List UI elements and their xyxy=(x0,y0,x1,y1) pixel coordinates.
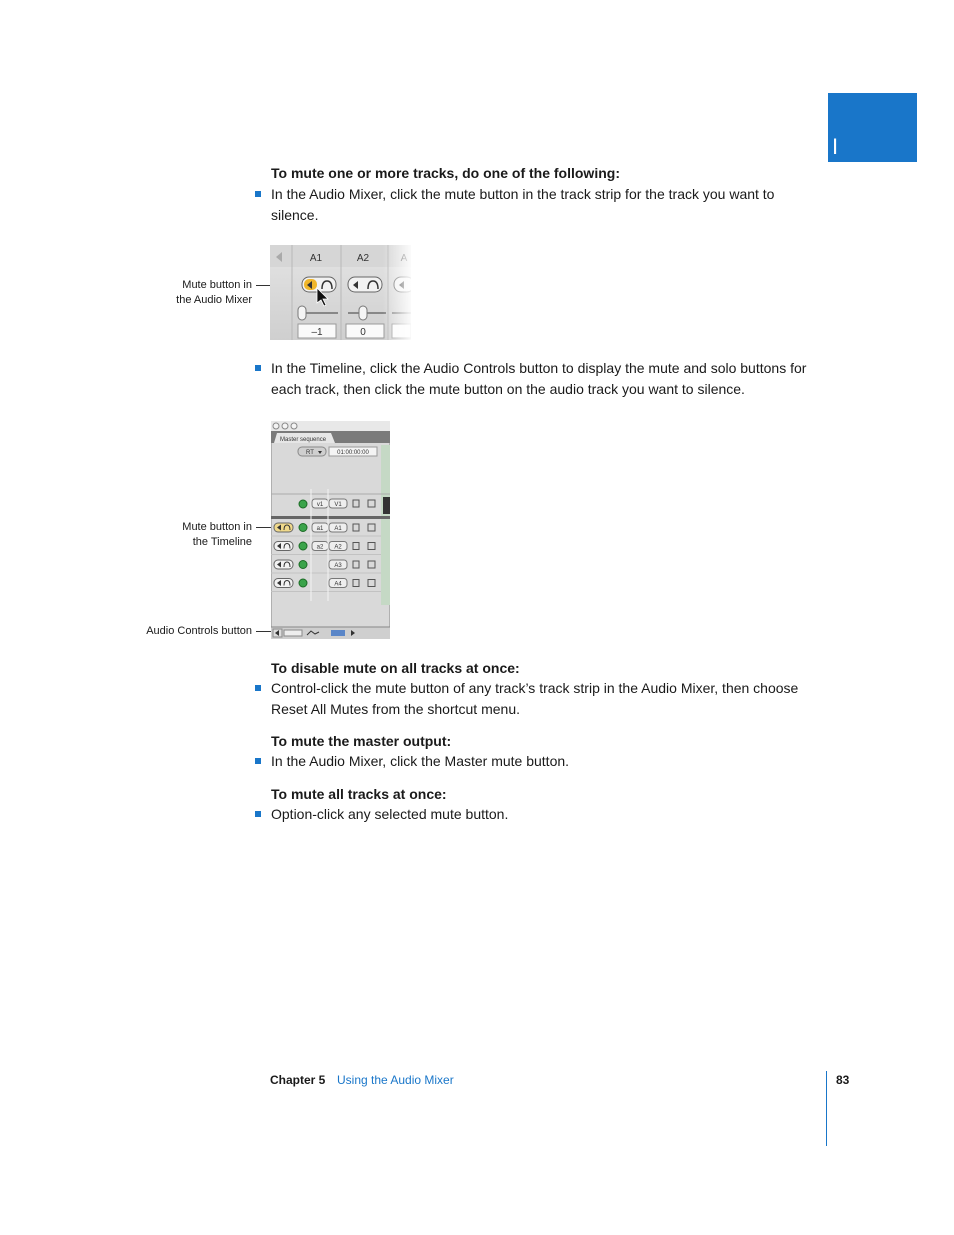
timeline-tab-label: Master sequence xyxy=(280,437,327,443)
audible-toggle-a4[interactable] xyxy=(299,579,307,587)
audible-toggle-a1[interactable] xyxy=(299,524,307,532)
audio-dest-label: A2 xyxy=(334,544,342,551)
rt-label: RT xyxy=(306,450,314,456)
zoom-slider[interactable] xyxy=(331,630,345,636)
section-heading-mute-tracks: To mute one or more tracks, do one of the following: xyxy=(271,165,620,181)
audio-mixer-figure xyxy=(270,245,411,340)
bullet-master-mute: In the Audio Mixer, click the Master mute button. xyxy=(271,751,831,772)
video-dest-label: V1 xyxy=(334,502,342,508)
audio-source-label: a2 xyxy=(316,544,324,551)
callout-mixer-line1: Mute button in xyxy=(182,279,252,291)
footer-chapter-title[interactable]: Using the Audio Mixer xyxy=(337,1073,454,1087)
audio-dest-label: A3 xyxy=(334,563,342,569)
bullet-audio-mixer: In the Audio Mixer, click the mute button in the track strip for the track you want to silence. xyxy=(271,184,791,225)
audio-source-label: a1 xyxy=(316,526,324,532)
audible-toggle-a3[interactable] xyxy=(299,561,307,569)
callout-timeline-line1: Mute button in xyxy=(182,521,252,533)
section-heading-master-output: To mute the master output: xyxy=(271,733,452,749)
section-heading-disable-mute: To disable mute on all tracks at once: xyxy=(271,660,520,676)
window-minimize-icon[interactable] xyxy=(282,423,288,429)
audio-dest-label: A4 xyxy=(334,581,342,588)
bullet-timeline: In the Timeline, click the Audio Controls button to display the mute and solo buttons for each track, then click the mute button on the audio track you want to silence. xyxy=(271,358,816,399)
chapter-tab-letter: I xyxy=(832,134,839,159)
callout-timeline-line2: the Timeline xyxy=(192,536,252,548)
bullet-reset-mutes: Control-click the mute button of any track’s track strip in the Audio Mixer, then choose Reset All Mutes from the shortcut menu. xyxy=(271,678,831,719)
chapter-tab xyxy=(828,93,917,162)
track-height-control[interactable] xyxy=(284,630,302,636)
callout-audio-controls: Audio Controls button xyxy=(146,625,252,637)
footer-divider xyxy=(826,1071,827,1146)
footer-chapter-label: Chapter 5 xyxy=(270,1073,326,1087)
audio-controls-button[interactable] xyxy=(273,629,282,637)
callout-mixer-line2: the Audio Mixer xyxy=(176,294,252,306)
page-number: 83 xyxy=(836,1073,850,1087)
audio-dest-label: A1 xyxy=(334,526,342,532)
window-close-icon[interactable] xyxy=(273,423,279,429)
timecode-field[interactable]: 01:00:00:00 xyxy=(337,450,369,456)
timeline-figure xyxy=(271,421,390,639)
callout-timeline-mute xyxy=(182,520,252,550)
video-visibility-icon[interactable] xyxy=(299,500,307,508)
bullet-option-click: Option-click any selected mute button. xyxy=(271,804,831,825)
window-zoom-icon[interactable] xyxy=(291,423,297,429)
callout-mixer-mute xyxy=(176,278,252,308)
video-source-label: v1 xyxy=(316,502,324,508)
section-heading-mute-all: To mute all tracks at once: xyxy=(271,786,447,802)
audible-toggle-a2[interactable] xyxy=(299,542,307,550)
